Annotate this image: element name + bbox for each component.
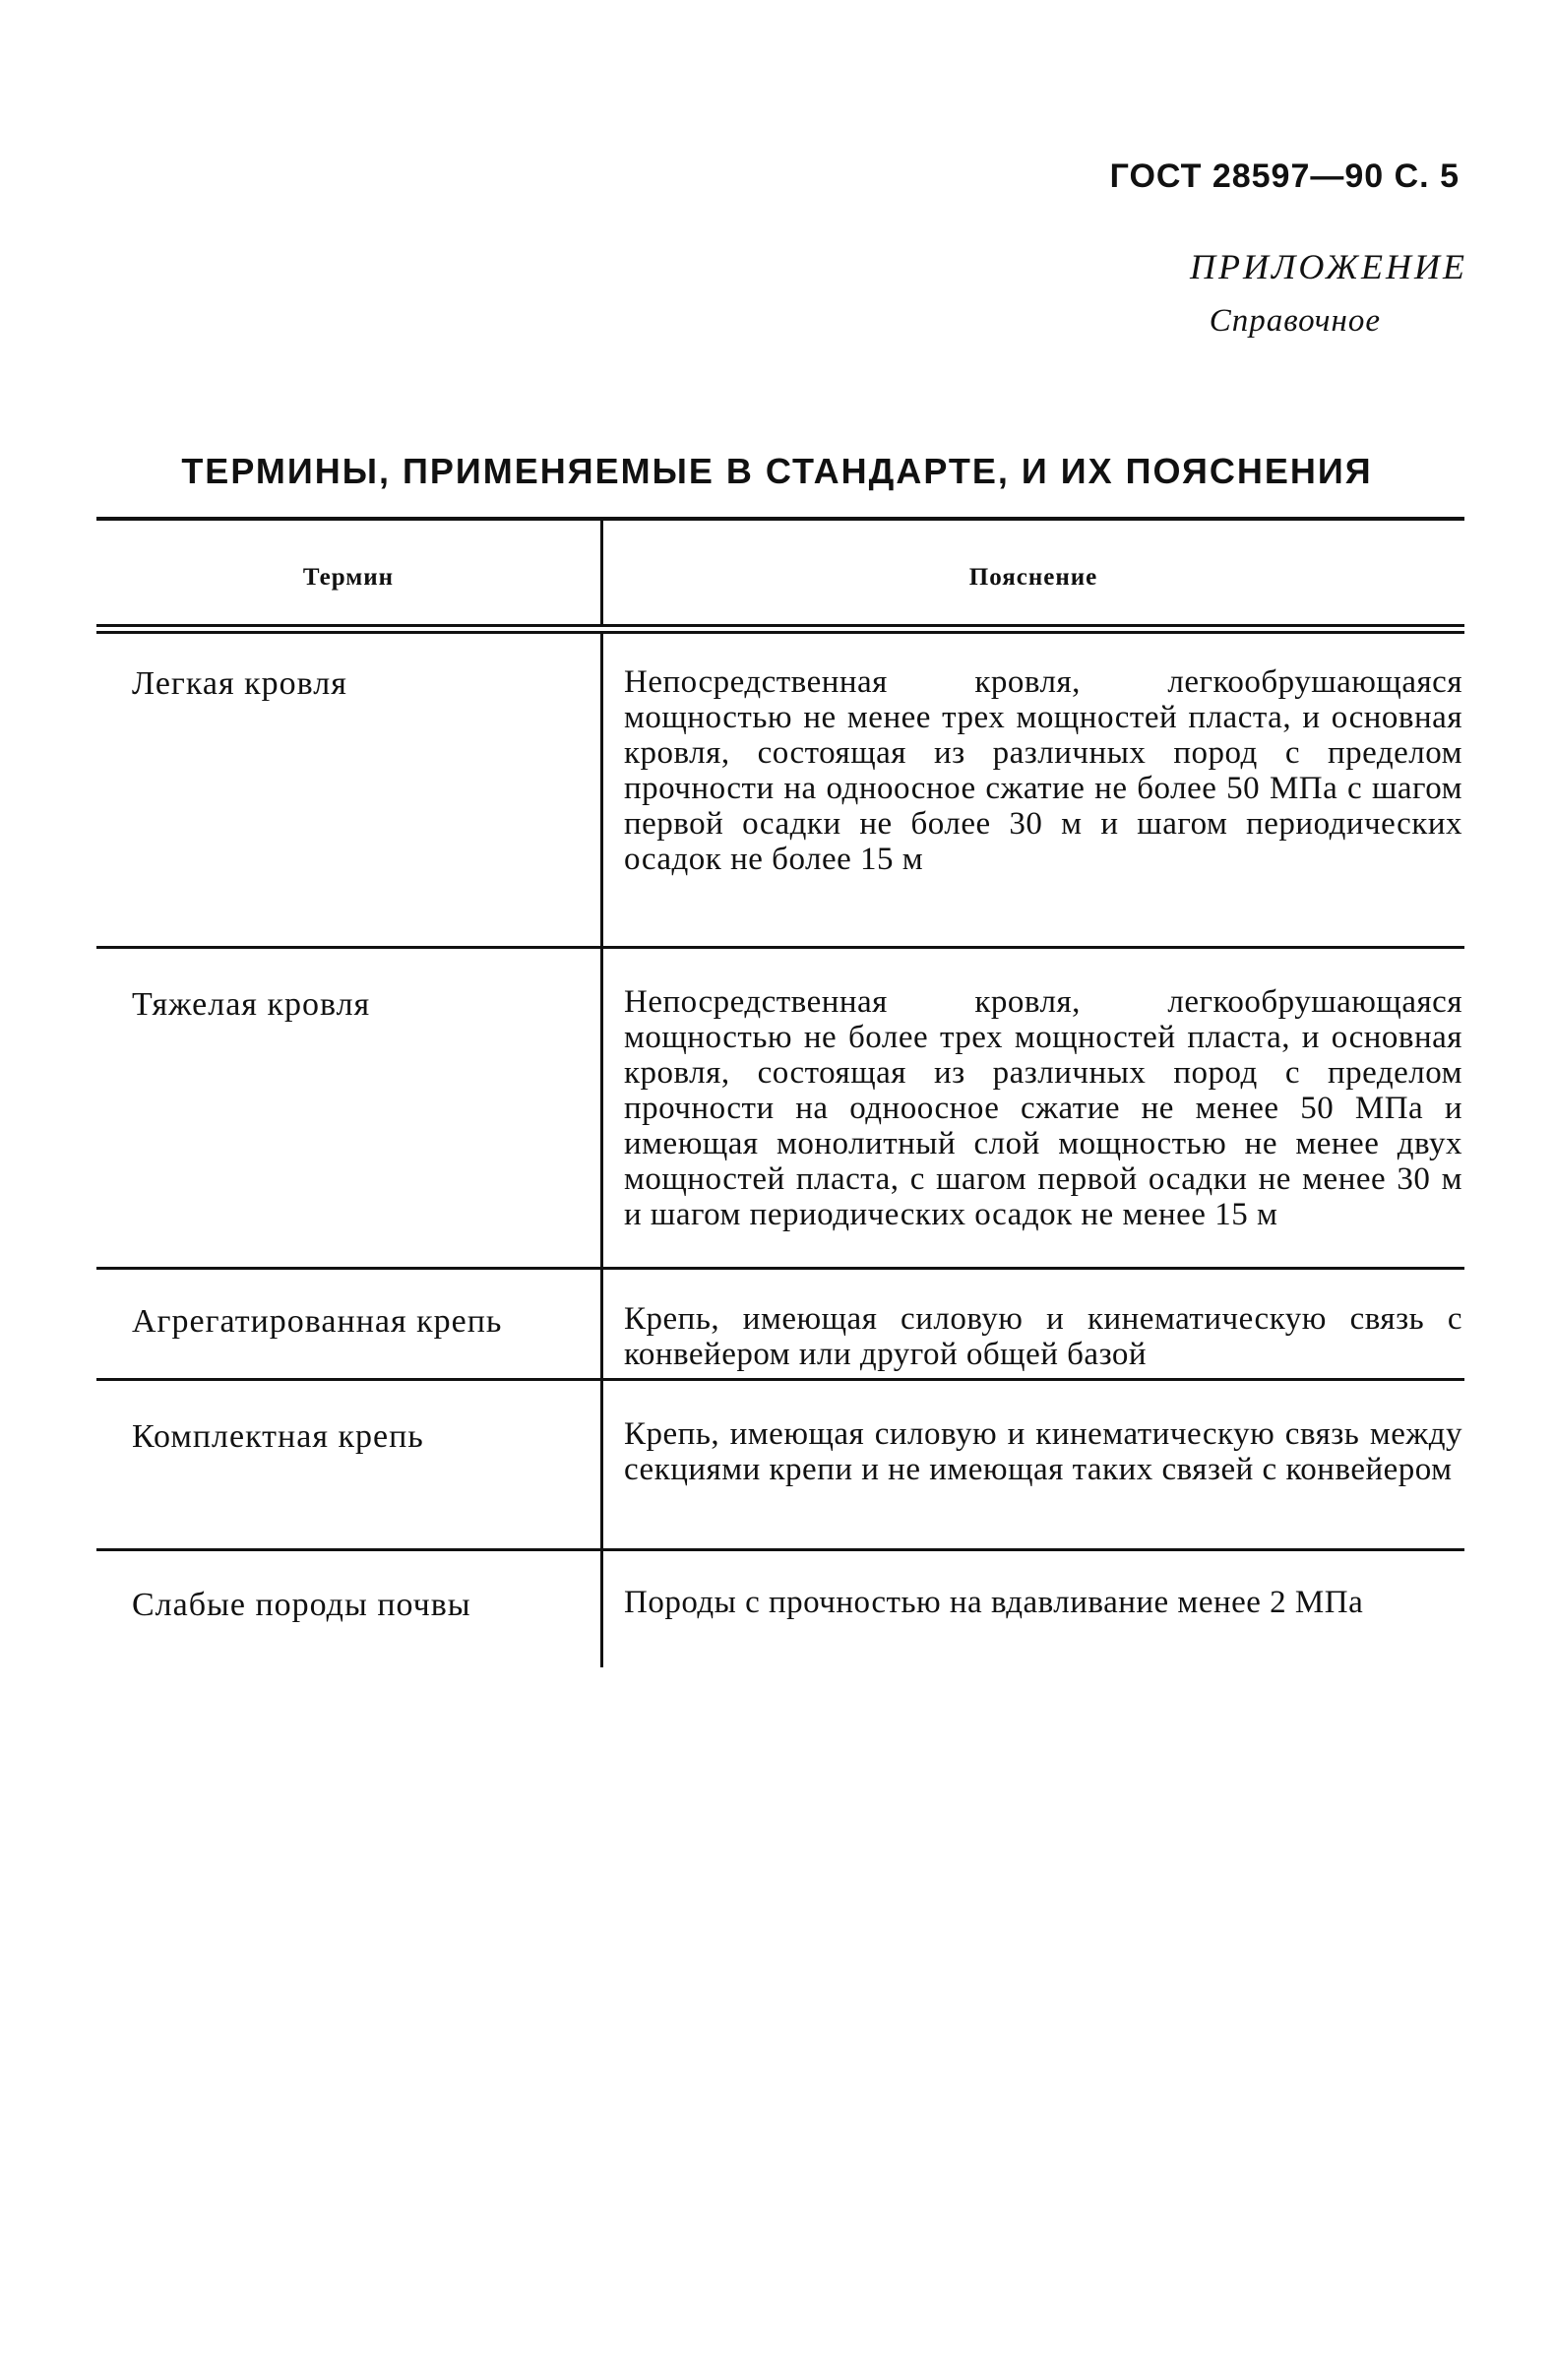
column-header-term: Термин bbox=[302, 564, 395, 591]
column-divider bbox=[600, 634, 603, 946]
column-divider bbox=[600, 1381, 603, 1548]
column-divider bbox=[600, 1270, 603, 1378]
table-row bbox=[96, 1551, 1464, 1667]
term-cell: Агрегатированная крепь bbox=[132, 1303, 503, 1340]
term-cell: Легкая кровля bbox=[132, 665, 347, 702]
explanation-cell: Крепь, имеющая силовую и кинематическую связь между секциями крепи и не имеющая таких связей с конвейером bbox=[624, 1416, 1462, 1487]
terms-table bbox=[96, 517, 1464, 1667]
term-cell: Тяжелая кровля bbox=[132, 986, 371, 1023]
explanation-cell: Породы с прочностью на вдавливание менее 2 МПа bbox=[624, 1585, 1364, 1620]
table-header-row bbox=[96, 521, 1464, 624]
document-title: ТЕРМИНЫ, ПРИМЕНЯЕМЫЕ В СТАНДАРТЕ, И ИХ ПОЯСНЕНИЯ bbox=[181, 451, 1373, 491]
explanation-cell: Непосредственная кровля, легкообрушающаяся мощностью не менее трех мощностей пласта, и основная кровля, состоящая из различных пород с пределом прочности на одноосное сжатие не более 50 МПа с шагом первой осадки не более 30 м и шагом периодических осадок не более 15 м bbox=[624, 664, 1462, 877]
column-header-explanation: Пояснение bbox=[968, 564, 1098, 591]
header-double-rule bbox=[96, 624, 1464, 634]
explanation-cell: Крепь, имеющая силовую и кинематическую связь с конвейером или другой общей базой bbox=[624, 1301, 1462, 1372]
table-row bbox=[96, 949, 1464, 1270]
appendix-type: Справочное bbox=[1209, 303, 1381, 339]
table-row bbox=[96, 1381, 1464, 1551]
column-divider bbox=[600, 1551, 603, 1667]
appendix-label: ПРИЛОЖЕНИЕ bbox=[1190, 247, 1467, 286]
table-row bbox=[96, 1270, 1464, 1381]
explanation-cell: Непосредственная кровля, легкообрушающаяся мощностью не более трех мощностей пласта, и основная кровля, состоящая из различных пород с пределом прочности на одноосное сжатие не менее 50 МПа и имеющая монолитный слой мощностью не менее двух мощностей пласта, с шагом первой осадки не менее 30 м и шагом периодических осадок не менее 15 м bbox=[624, 984, 1462, 1232]
term-cell: Комплектная крепь bbox=[132, 1418, 424, 1455]
standard-code: ГОСТ 28597—90 С. 5 bbox=[1109, 157, 1460, 195]
table-row bbox=[96, 634, 1464, 949]
term-cell: Слабые породы почвы bbox=[132, 1587, 471, 1623]
column-divider bbox=[600, 949, 603, 1267]
